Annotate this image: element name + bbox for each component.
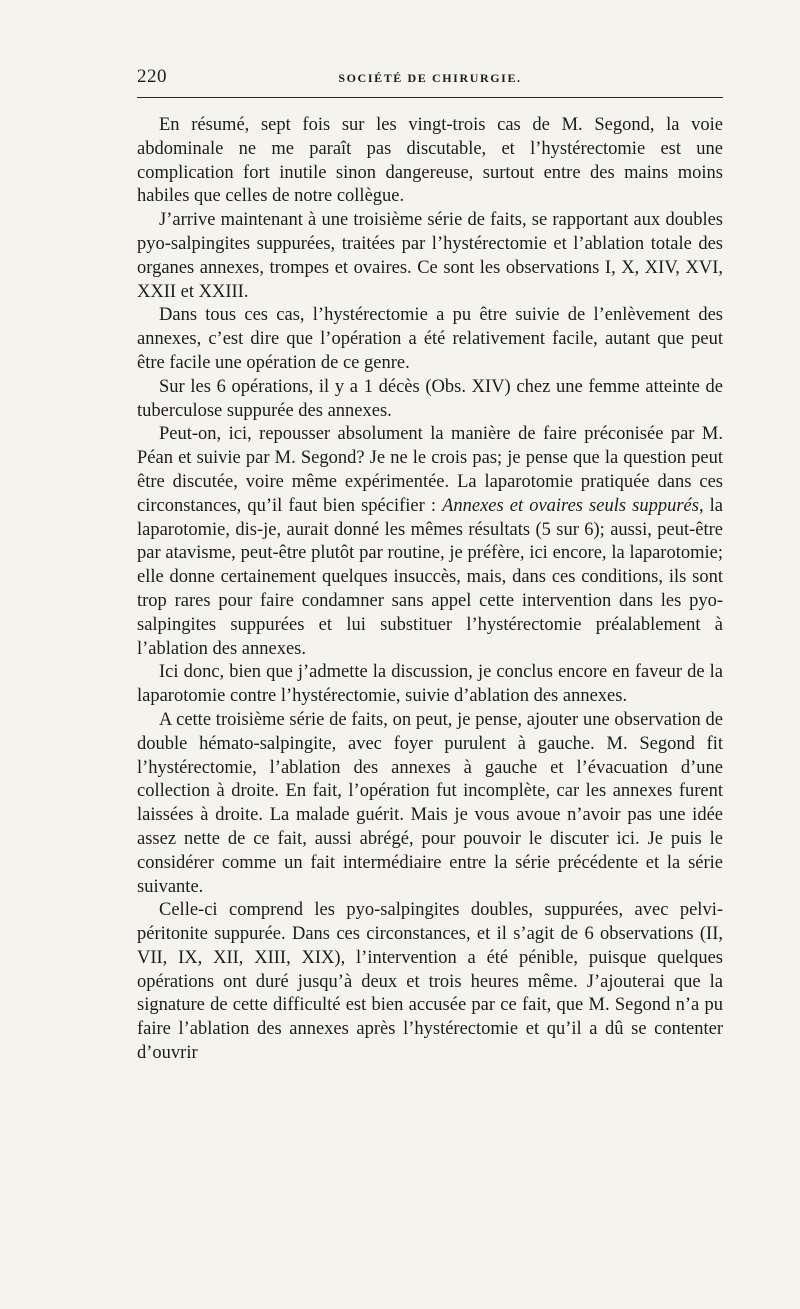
- paragraph-6-text: Ici donc, bien que j’admette la discussion, je conclus encore en faveur de la laparotomie contre l’hystérectomie, suivie d’ablation des annexes.: [137, 662, 723, 707]
- paragraph-1: [137, 114, 723, 209]
- paragraph-5: [137, 423, 723, 661]
- paragraph-7-text: A cette troisième série de faits, on peut, je pense, ajouter une observation de double hémato-salpingite, avec foyer purulent à gauche. M. Segond fit l’hystérectomie, l’ablation des annexes à gauche et l’évacuation d’une collection à droite. En fait, l’opération fut incomplète, car les annexes furent laissées à droite. La malade guérit. Mais je vous avoue n’avoir pas une idée assez nette de ce fait, aussi abrégé, pour pouvoir le discuter ici. Je puis le considérer comme un fait intermédiaire entre la série précédente et la série suivante.: [137, 709, 723, 897]
- paragraph-2-text: J’arrive maintenant à une troisième série de faits, se rapportant aux doubles pyo-salpingites suppurées, traitées par l’hystérectomie et l’ablation totale des organes annexes, trompes et ovaires. Ce sont les observations I, X, XIV, XVI, XXII et XXIII.: [137, 210, 723, 302]
- paragraph-4: [137, 376, 723, 424]
- header-rule: [137, 97, 723, 98]
- paragraph-7: [137, 709, 723, 899]
- paragraph-4-text: Sur les 6 opérations, il y a 1 décès (Obs. XIV) chez une femme atteinte de tuberculose suppurée des annexes.: [137, 376, 723, 421]
- paragraph-8-text: Celle-ci comprend les pyo-salpingites doubles, suppurées, avec pelvi-péritonite suppurée. Dans ces circonstances, et il s’agit de 6 observations (II, VII, IX, XII, XIII, XIX), l’intervention a été pénible, puisque quelques opérations ont duré jusqu’à deux et trois heures même. J’ajouterai que la signature de cette difficulté est bien accusée par ce fait, que M. Segond n’a pu faire l’ablation des annexes après l’hystérectomie et qu’il a dû se contenter d’ouvrir: [137, 900, 723, 1064]
- paragraph-5-text-end: , la laparotomie, dis-je, aurait donné les mêmes résultats (5 sur 6); aussi, peut-être par atavisme, peut-être plutôt par routine, je préfère, ici encore, la laparotomie; elle donne certainement quelques insuccès, mais, dans ces conditions, ils sont trop rares pour faire condamner sans appel cette intervention dans les pyo-salpingites suppurées et lui substituer l’hystérectomie préalablement à l’ablation des annexes.: [137, 495, 723, 659]
- body-text: [137, 114, 723, 1066]
- paragraph-3: [137, 304, 723, 375]
- paragraph-2: [137, 209, 723, 304]
- paragraph-1-text: En résumé, sept fois sur les vingt-trois cas de M. Segond, la voie abdominale ne me paraît pas discutable, et l’hystérectomie est une complication fort inutile sinon dangereuse, surtout entre des mains moins habiles que celles de notre collègue.: [137, 115, 723, 207]
- running-title: SOCIÉTÉ DE CHIRURGIE.: [338, 71, 522, 85]
- paragraph-8: [137, 899, 723, 1066]
- paragraph-3-text: Dans tous ces cas, l’hystérectomie a pu être suivie de l’enlèvement des annexes, c’est dire que l’opération a été relativement facile, autant que peut être facile une opération de ce genre.: [137, 305, 723, 373]
- page-number: 220: [137, 66, 167, 87]
- paragraph-6: [137, 661, 723, 709]
- page-header: [137, 66, 723, 88]
- paragraph-5-italic-phrase: Annexes et ovaires seuls suppurés: [442, 495, 699, 516]
- paragraph-5-text-start: Peut-on, ici, repousser absolument la manière de faire préconisée par M. Péan et suivie par M. Segond? Je ne le crois pas; je pense que la question peut être discutée, voire même expérimentée. La laparotomie pratiquée dans ces circonstances, qu’il faut bien spécifier :: [137, 424, 723, 516]
